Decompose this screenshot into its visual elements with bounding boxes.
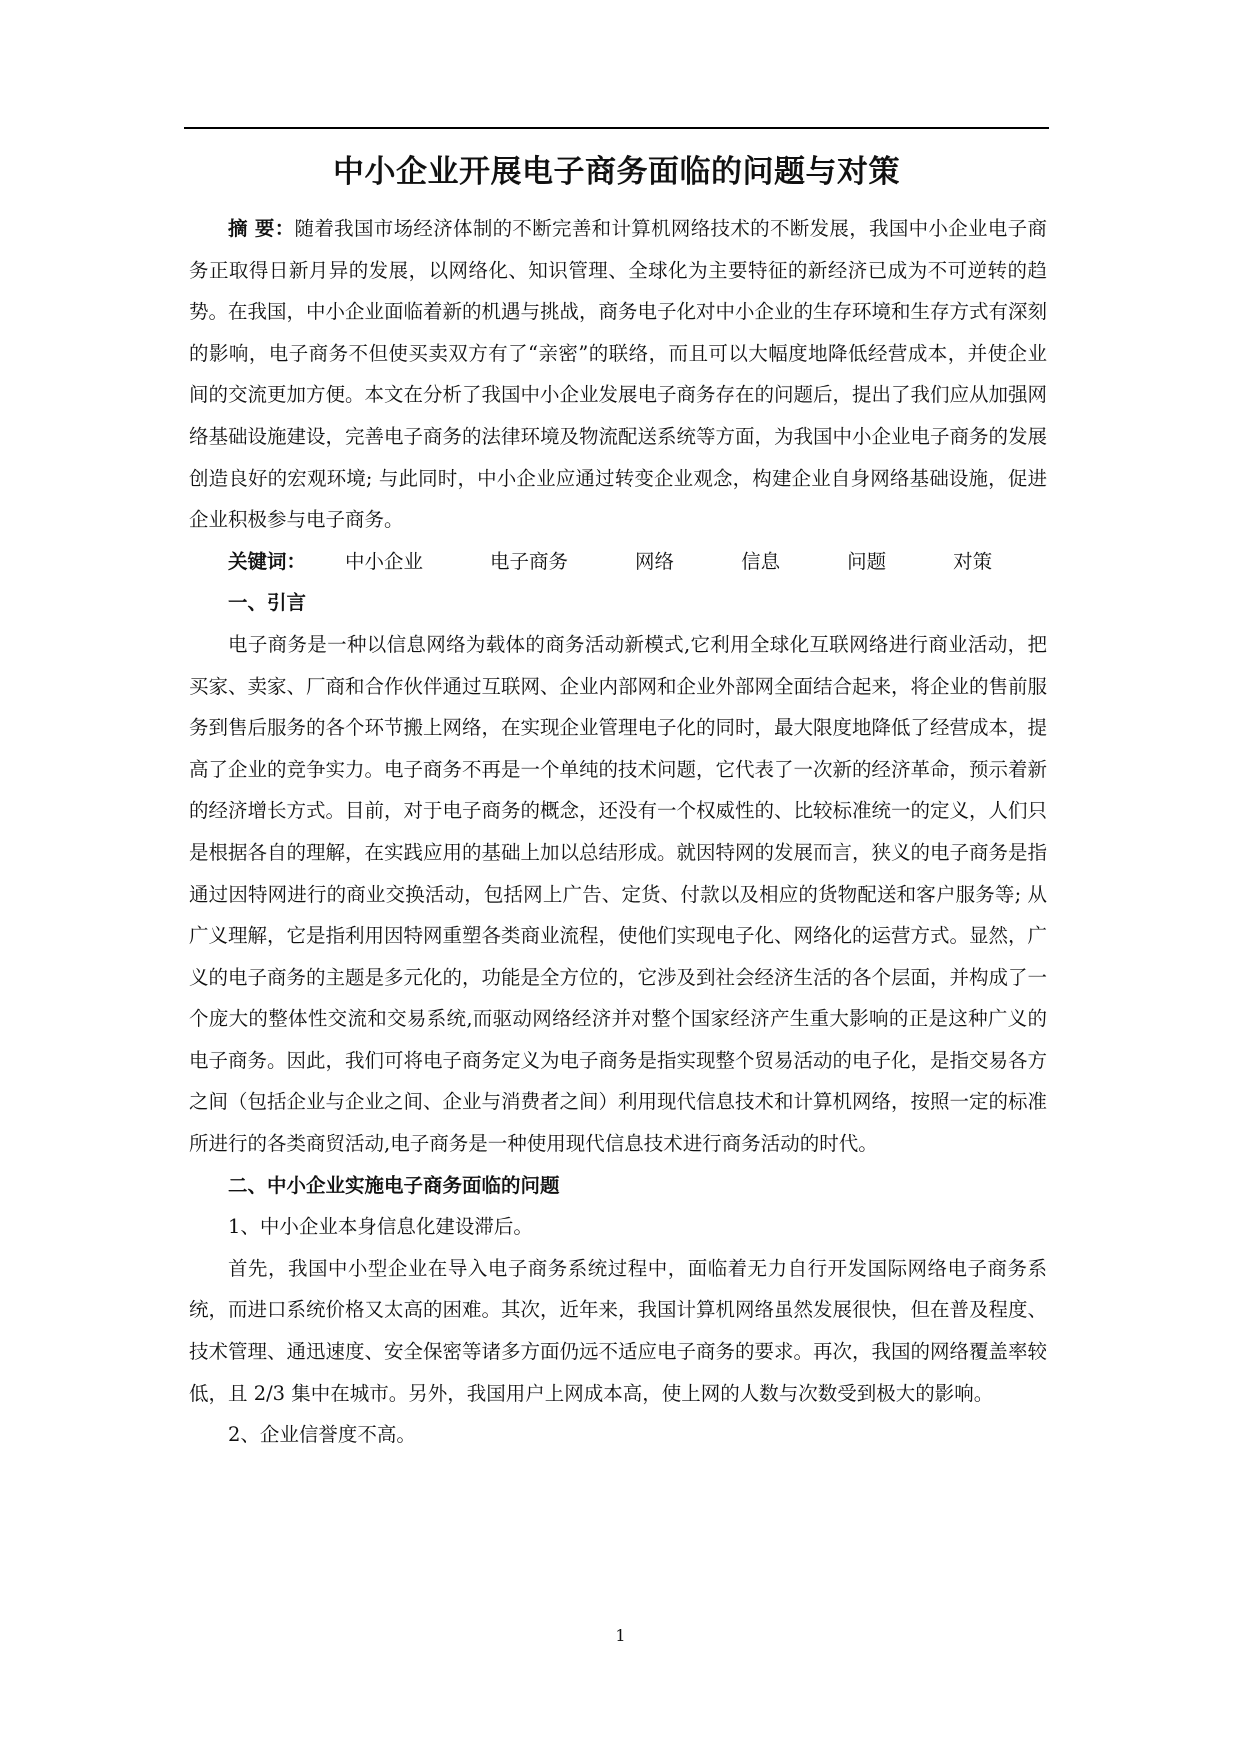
keyword-item: 电子商务 (490, 549, 569, 573)
abstract-paragraph (189, 208, 1047, 541)
header-rule (184, 127, 1049, 129)
informatization-paragraph: 首先，我国中小型企业在导入电子商务系统过程中，面临着无力自行开发国际网络电子商务系统，而进口系统价格又太高的困难。其次，近年来，我国计算机网络虽然发展很快，但在普及程度、技术管理、通迅速度、安全保密等诸多方面仍远不适应电子商务的要求。再次，我国的网络覆盖率较低，且 2/3 集中在城市。另外，我国用户上网成本高，使上网的人数与次数受到极大的影响。 (189, 1256, 1048, 1405)
keyword-item: 问题 (847, 549, 887, 573)
abstract-text: 随着我国市场经济体制的不断完善和计算机网络技术的不断发展，我国中小企业电子商务正取得日新月异的发展，以网络化、知识管理、全球化为主要特征的新经济已成为不可逆转的趋势。在我国，中小企业面临着新的机遇与挑战，商务电子化对中小企业的生存环境和生存方式有深刻的影响，电子商务不但使买卖双方有了“亲密”的联络，而且可以大幅度地降低经营成本，并使企业间的交流更加方便。本文在分析了我国中小企业发展电子商务存在的问题后，提出了我们应从加强网络基础设施建设，完善电子商务的法律环境及物流配送系统等方面，为我国中小企业电子商务的发展创造良好的宏观环境; 与此同时，中小企业应通过转变企业观念，构建企业自身网络基础设施，促进企业积极参与电子商务。 (189, 217, 1048, 532)
document-title: 中小企业开展电子商务面临的问题与对策 (333, 154, 900, 190)
keyword-item: 信息 (741, 549, 781, 573)
keyword-item: 中小企业 (345, 549, 424, 573)
keyword-item: 对策 (953, 549, 993, 573)
introduction-paragraph: 电子商务是一种以信息网络为载体的商务活动新模式,它利用全球化互联网络进行商业活动，把买家、卖家、厂商和合作伙伴通过互联网、企业内部网和企业外部网全面结合起来，将企业的售前服务到售后服务的各个环节搬上网络，在实现企业管理电子化的同时，最大限度地降低了经营成本，提高了企业的竞争实力。电子商务不再是一个单纯的技术问题，它代表了一次新的经济革命，预示着新的经济增长方式。目前，对于电子商务的概念，还没有一个权威性的、比较标准统一的定义，人们只是根据各自的理解，在实践应用的基础上加以总结形成。就因特网的发展而言，狭义的电子商务是指通过因特网进行的商业交换活动，包括网上广告、定货、付款以及相应的货物配送和客户服务等; 从广义理解，它是指利用因特网重塑各类商业流程，使他们实现电子化、网络化的运营方式。显然，广义的电子商务的主题是多元化的，功能是全方位的，它涉及到社会经济生活的各个层面，并构成了一个庞大的整体性交流和交易系统,而驱动网络经济并对整个国家经济产生重大影响的正是这种广义的电子商务。因此，我们可将电子商务定义为电子商务是指实现整个贸易活动的电子化，是指交易各方之间（包括企业与企业之间、企业与消费者之间）利用现代信息技术和计算机网络，按照一定的标准所进行的各类商贸活动,电子商务是一种使用现代信息技术进行商务活动的时代。 (189, 632, 1048, 1156)
keywords-label: 关键词： (228, 549, 307, 573)
page-number: 1 (615, 1626, 626, 1645)
subheading-informatization: 1、中小企业本身信息化建设滞后。 (228, 1215, 533, 1239)
subheading-credibility: 2、企业信誉度不高。 (228, 1423, 416, 1447)
section-heading-introduction: 一、引言 (228, 591, 307, 615)
abstract-label: 摘 要： (228, 217, 295, 240)
document-body (189, 208, 1047, 1456)
keywords-line (189, 541, 1047, 583)
section-heading-problems: 二、中小企业实施电子商务面临的问题 (228, 1173, 560, 1197)
keyword-item: 网络 (635, 549, 675, 573)
